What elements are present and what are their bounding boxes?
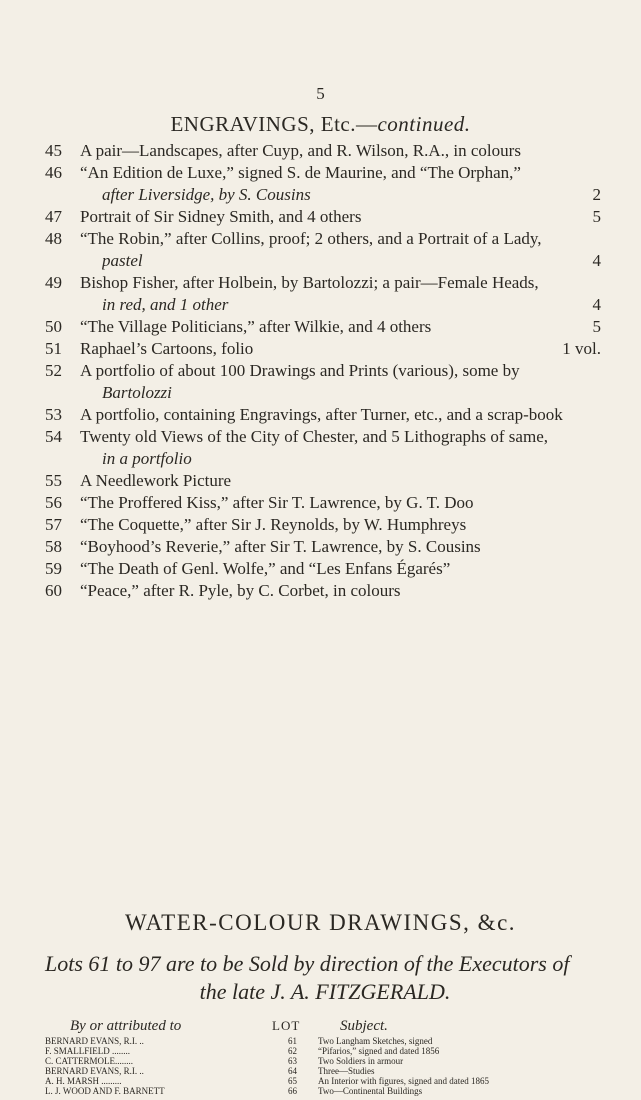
- lot-quantity: 2: [592, 185, 601, 204]
- lot-number: 52: [45, 361, 62, 380]
- lot-number: 48: [45, 229, 62, 248]
- artist-name: F. SMALLFIELD ........: [45, 1046, 131, 1056]
- lot-description: Raphael’s Cartoons, folio: [80, 339, 254, 358]
- subtitle-line-2: the late J. A. FITZGERALD.: [199, 979, 451, 1004]
- column-header-lot: LOT: [272, 1018, 301, 1033]
- lot-number: 64: [288, 1066, 297, 1076]
- lot-description: “The Robin,” after Collins, proof; 2 others, and a Portrait of a Lady,: [80, 229, 542, 248]
- lot-description: A portfolio, containing Engravings, after Turner, etc., and a scrap-book: [80, 405, 563, 424]
- lot-description: A Needlework Picture: [80, 471, 232, 490]
- lot-description-continued: after Liversidge, by S. Cousins: [102, 185, 311, 204]
- lot-quantity: 5: [592, 207, 601, 226]
- lot-subject: Two Langham Sketches, signed: [318, 1036, 433, 1046]
- heading-continued: continued.: [377, 112, 471, 136]
- lot-number: 58: [45, 537, 62, 556]
- lot-description: “The Death of Genl. Wolfe,” and “Les Enfans Égarés”: [80, 559, 451, 578]
- column-header-subject: Subject.: [340, 1018, 388, 1034]
- column-header-artist: By or attributed to: [70, 1018, 182, 1034]
- lot-number: 57: [45, 515, 62, 534]
- lot-number: 60: [45, 581, 62, 600]
- lot-subject: Three—Studies: [318, 1066, 375, 1076]
- lot-description-continued: pastel: [102, 251, 143, 270]
- section-heading: [0, 112, 641, 137]
- lot-number: 55: [45, 471, 62, 490]
- lot-number: 56: [45, 493, 62, 512]
- lot-number: 45: [45, 141, 62, 160]
- artist-name: BERNARD EVANS, R.I. ..: [45, 1036, 144, 1046]
- lot-description: “The Village Politicians,” after Wilkie, and 4 others: [80, 317, 432, 336]
- lot-number: 66: [288, 1086, 297, 1096]
- lot-description: “Boyhood’s Reverie,” after Sir T. Lawrence, by S. Cousins: [80, 537, 481, 556]
- lot-description: Portrait of Sir Sidney Smith, and 4 others: [80, 207, 362, 226]
- artist-name: L. J. WOOD AND F. BARNETT: [45, 1086, 165, 1096]
- lot-quantity: 5: [592, 317, 601, 336]
- lot-description: A pair—Landscapes, after Cuyp, and R. Wilson, R.A., in colours: [80, 141, 521, 160]
- lot-description: “The Coquette,” after Sir J. Reynolds, by W. Humphreys: [80, 515, 467, 534]
- lot-number: 51: [45, 339, 62, 358]
- artist-name: C. CATTERMOLE........: [45, 1056, 134, 1066]
- lot-description: “The Proffered Kiss,” after Sir T. Lawrence, by G. T. Doo: [80, 493, 474, 512]
- watercolour-title: WATER-COLOUR DRAWINGS, &c.: [124, 910, 517, 935]
- lot-description: “Peace,” after R. Pyle, by C. Corbet, in colours: [80, 581, 401, 600]
- lot-description-continued: in red, and 1 other: [102, 295, 229, 314]
- artist-name: BERNARD EVANS, R.I. ..: [45, 1066, 144, 1076]
- lot-quantity: 1 vol.: [562, 339, 601, 358]
- lot-number: 53: [45, 405, 62, 424]
- watercolour-subtitle: [45, 950, 605, 1006]
- lot-subject: “Pifarios,” signed and dated 1856: [318, 1046, 440, 1056]
- lot-quantity: 4: [592, 251, 601, 270]
- subtitle-line-1: Lots 61 to 97 are to be Sold by direction of the Executors of: [45, 951, 570, 976]
- lot-number: 61: [288, 1036, 297, 1046]
- lot-description: Bishop Fisher, after Holbein, by Bartolozzi; a pair—Female Heads,: [80, 273, 539, 292]
- lot-description-continued: in a portfolio: [102, 449, 192, 468]
- lot-number: 46: [45, 163, 62, 182]
- artist-name: A. H. MARSH .........: [45, 1076, 122, 1086]
- lot-subject: An Interior with figures, signed and dated 1865: [318, 1076, 489, 1086]
- lot-number: 50: [45, 317, 62, 336]
- lot-description: A portfolio of about 100 Drawings and Prints (various), some by: [80, 361, 520, 380]
- lot-number: 54: [45, 427, 62, 446]
- heading-main: ENGRAVINGS, Etc.—: [170, 112, 378, 136]
- lot-number: 59: [45, 559, 62, 578]
- page-number: 5: [316, 84, 325, 103]
- lot-number: 49: [45, 273, 62, 292]
- lot-description: Twenty old Views of the City of Chester, and 5 Lithographs of same,: [80, 427, 548, 446]
- lot-number: 62: [288, 1046, 297, 1056]
- lot-number: 63: [288, 1056, 297, 1066]
- lot-number: 65: [288, 1076, 297, 1086]
- lot-quantity: 4: [592, 295, 601, 314]
- lot-description: “An Edition de Luxe,” signed S. de Maurine, and “The Orphan,”: [80, 163, 521, 182]
- lot-subject: Two—Continental Buildings: [318, 1086, 423, 1096]
- lot-number: 47: [45, 207, 62, 226]
- lot-subject: Two Soldiers in armour: [318, 1056, 404, 1066]
- lot-description-continued: Bartolozzi: [102, 383, 172, 402]
